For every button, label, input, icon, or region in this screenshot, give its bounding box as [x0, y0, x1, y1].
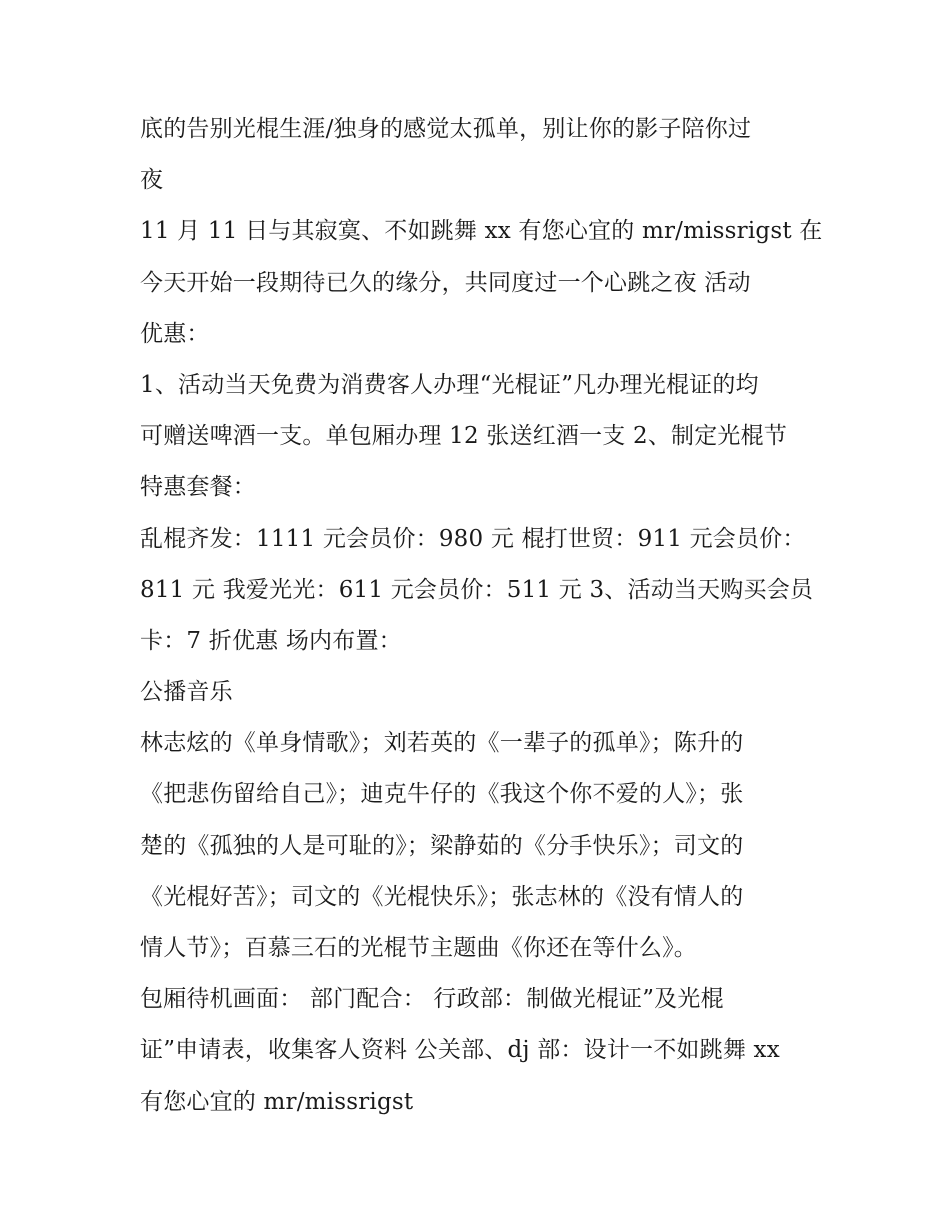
text-line: 特惠套餐： [140, 474, 256, 501]
text-line: 夜 [140, 167, 164, 194]
text-line: 11 月 11 日与其寂寞、不如跳舞 xx 有您心宜的 mr/missrigst 在 [140, 218, 823, 245]
text-line: 证”申请表，收集客人资料 公关部、dj 部：设计一不如跳舞 xx [140, 1037, 780, 1064]
text-line: 《把悲伤留给自己》；迪克牛仔的《我这个你不爱的人》；张 [140, 781, 744, 808]
text-line: 今天开始一段期待已久的缘分，共同度过一个心跳之夜 活动 [140, 269, 751, 296]
text-line: 包厢待机画面： 部门配合： 行政部：制做光棍证”及光棍 [140, 986, 724, 1013]
text-line: 优惠： [140, 320, 210, 347]
document-body [140, 104, 823, 1128]
text-line: 林志炫的《单身情歌》；刘若英的《一辈子的孤单》；陈升的 [140, 730, 744, 757]
text-line: 乱棍齐发：1111 元会员价：980 元 棍打世贸：911 元会员价： [140, 525, 806, 552]
text-line: 有您心宜的 mr/missrigst [140, 1088, 414, 1115]
text-line: 《光棍好苦》；司文的《光棍快乐》；张志林的《没有情人的 [140, 883, 744, 910]
text-line: 情人节》；百慕三石的光棍节主题曲《你还在等什么》。 [140, 935, 697, 961]
text-line: 1、活动当天免费为消费客人办理“光棍证”凡办理光棍证的均 [140, 371, 759, 398]
text-line: 可赠送啤酒一支。单包厢办理 12 张送红酒一支 2、制定光棍节 [140, 423, 788, 450]
text-line: 楚的《孤独的人是可耻的》；梁静茹的《分手快乐》；司文的 [140, 832, 744, 859]
text-line: 底的告别光棍生涯/独身的感觉太孤单，别让你的影子陪你过 [140, 116, 752, 142]
text-line: 公播音乐 [140, 679, 233, 706]
text-line: 卡：7 折优惠 场内布置： [140, 627, 402, 654]
text-line: 811 元 我爱光光：611 元会员价：511 元 3、活动当天购买会员 [140, 576, 814, 603]
